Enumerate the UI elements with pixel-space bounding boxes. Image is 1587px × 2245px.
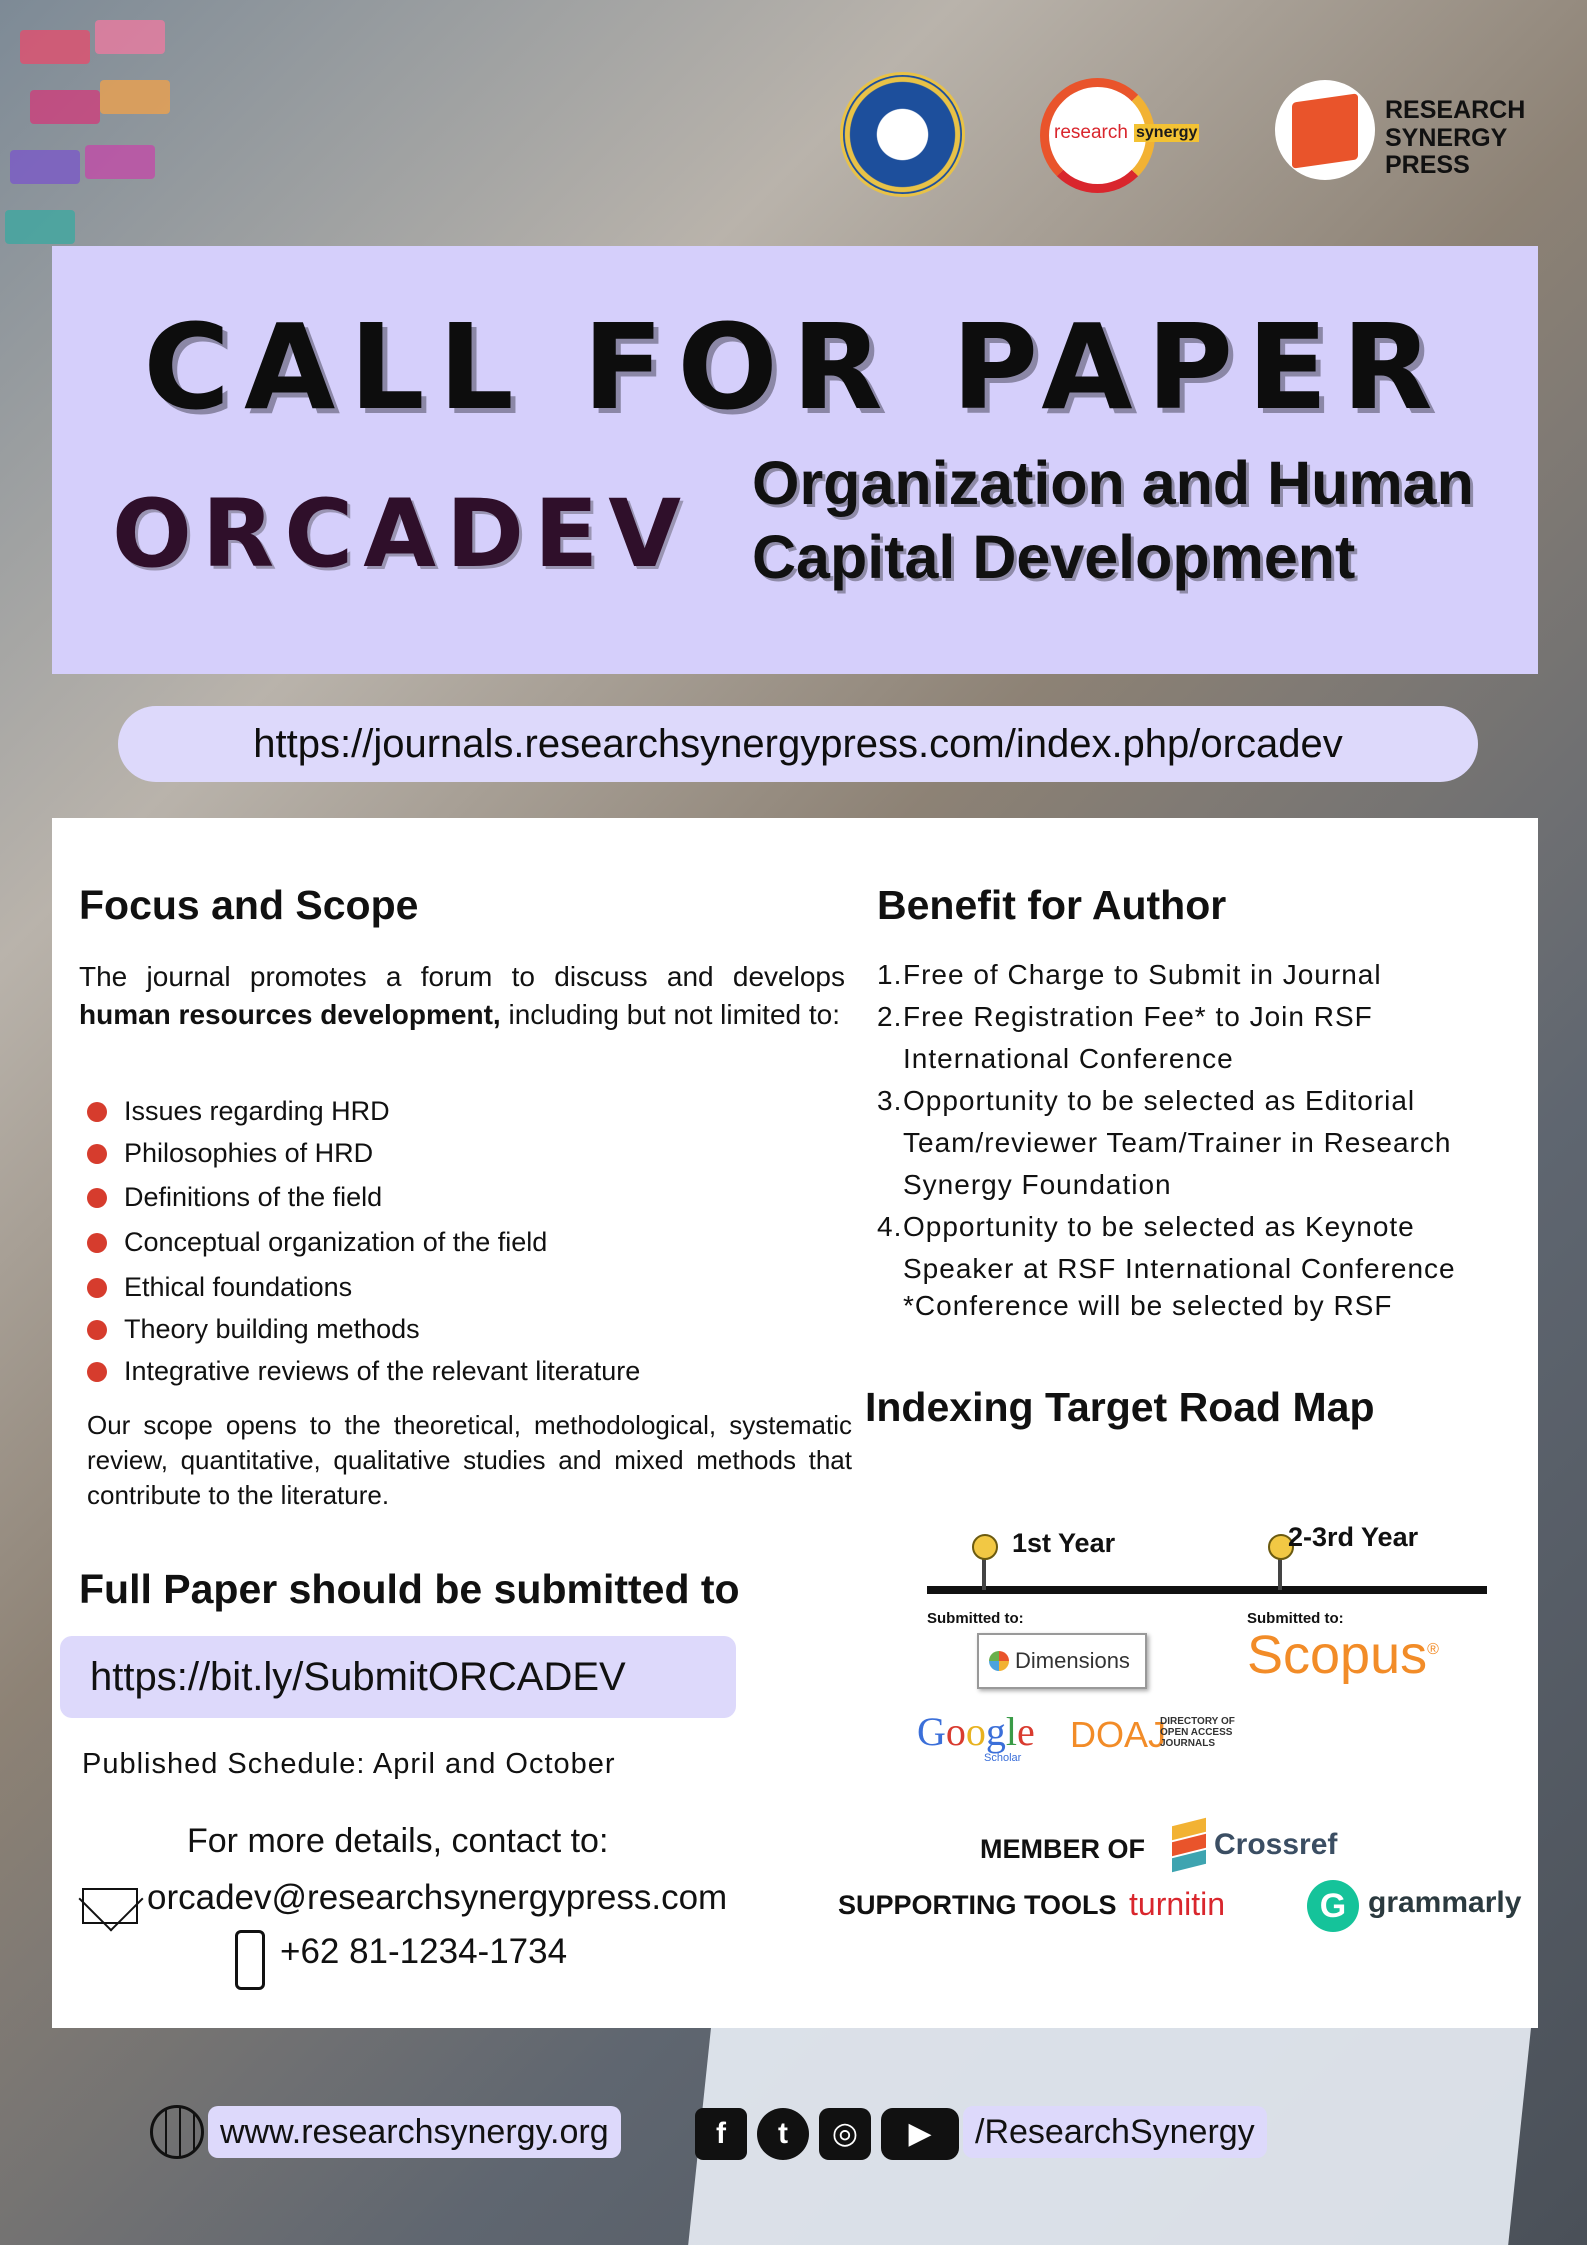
contact-heading: For more details, contact to: (187, 1822, 609, 1860)
page-title: CALL FOR PAPER (143, 298, 1447, 436)
grammarly-icon: G (1307, 1880, 1359, 1932)
registered-mark: ® (1427, 1641, 1439, 1658)
list-item-label: Free of Charge to Submit in Journal (903, 959, 1382, 990)
submit-link[interactable]: https://bit.ly/SubmitORCADEV (60, 1636, 736, 1718)
crossref-icon (1172, 1822, 1206, 1870)
focus-intro-pre: The journal promotes a forum to discuss and develops (79, 961, 845, 992)
logo-text-synergy: synergy (1136, 124, 1198, 141)
list-item-label: Conceptual organization of the field (124, 1227, 548, 1257)
globe-icon (150, 2105, 204, 2159)
bullet-icon (87, 1320, 107, 1340)
university-seal-icon (840, 72, 965, 197)
bullet-icon (87, 1188, 107, 1208)
focus-intro (79, 958, 845, 1034)
google-letter: G (917, 1709, 946, 1754)
list-item (877, 996, 1517, 1080)
list-item (877, 1080, 1517, 1206)
focus-intro-post: including but not limited to: (500, 998, 840, 1030)
list-item-label: Integrative reviews of the relevant literature (124, 1356, 641, 1386)
bullet-icon (87, 1362, 107, 1382)
rsp-line2: SYNERGY (1385, 123, 1508, 152)
google-letter: l (1005, 1709, 1018, 1754)
google-letter: e (1017, 1709, 1035, 1754)
bullet-icon (87, 1102, 107, 1122)
mail-icon (82, 1888, 138, 1924)
journal-url-link[interactable]: https://journals.researchsynergypress.com/index.php/orcadev (118, 706, 1478, 782)
member-of-label: MEMBER OF (980, 1834, 1145, 1864)
logo-text-research: research (1054, 122, 1128, 143)
doaj-subtitle (1160, 1716, 1235, 1749)
pin-stem (1278, 1556, 1282, 1590)
list-item (877, 954, 1517, 996)
list-number: 1. (877, 959, 903, 990)
doaj-logo: DOAJ (1070, 1714, 1167, 1755)
submission-heading: Full Paper should be submitted to (79, 1566, 740, 1612)
bullet-icon (87, 1278, 107, 1298)
subtitle-line1: Organization and Human (752, 449, 1474, 517)
swatch (95, 20, 165, 54)
bullet-icon (87, 1144, 107, 1164)
doaj-sub-line: JOURNALS (1160, 1738, 1216, 1749)
subtitle-line2: Capital Development (752, 523, 1356, 592)
focus-heading: Focus and Scope (79, 882, 419, 928)
list-item-label: Opportunity to be selected as Editorial Team/reviewer Team/Trainer in Research Synergy Foundation (903, 1085, 1452, 1200)
list-item (87, 1221, 640, 1263)
journal-subtitle (752, 446, 1474, 595)
list-item-label: Theory building methods (124, 1314, 420, 1344)
benefit-heading: Benefit for Author (877, 882, 1227, 928)
twitter-icon[interactable]: t (757, 2108, 809, 2160)
google-letter: g (985, 1709, 1006, 1754)
youtube-icon[interactable]: ▶ (881, 2108, 959, 2160)
benefit-list (877, 954, 1517, 1290)
doaj-sub-line: DIRECTORY OF (1160, 1716, 1235, 1727)
conference-note: *Conference will be selected by RSF (903, 1290, 1393, 1321)
instagram-icon[interactable]: ◎ (819, 2108, 871, 2160)
journal-acronym: ORCADEV (112, 480, 692, 589)
content-card (52, 818, 1538, 2028)
crossref-logo: Crossref (1214, 1828, 1338, 1861)
roadmap-year2: 2-3rd Year (1288, 1522, 1419, 1552)
published-schedule: Published Schedule: April and October (82, 1748, 616, 1780)
list-item (87, 1266, 640, 1308)
list-item (87, 1308, 640, 1350)
roadmap-year1: 1st Year (1012, 1528, 1116, 1558)
list-number: 2. (877, 1001, 903, 1032)
rsp-line3: PRESS (1385, 151, 1470, 179)
scopus-label: Scopus (1247, 1625, 1428, 1685)
facebook-icon[interactable]: f (695, 2108, 747, 2160)
google-letter: o (965, 1709, 986, 1754)
list-number: 3. (877, 1085, 903, 1116)
book-icon (1292, 93, 1358, 168)
doaj-sub-line: OPEN ACCESS (1160, 1727, 1233, 1738)
google-scholar-logo (917, 1708, 1035, 1755)
bullet-icon (87, 1233, 107, 1253)
list-item-label: Issues regarding HRD (124, 1096, 390, 1126)
focus-intro-bold: human resources development, (79, 998, 501, 1030)
list-item-label: Definitions of the field (124, 1182, 383, 1212)
contact-phone[interactable]: +62 81-1234-1734 (280, 1932, 568, 1971)
submitted-label-1: Submitted to: (927, 1610, 1024, 1627)
google-letter: o (945, 1709, 966, 1754)
list-item-label: Opportunity to be selected as Keynote Speaker at RSF International Conference (903, 1211, 1456, 1284)
list-item (87, 1176, 640, 1218)
list-number: 4. (877, 1211, 903, 1242)
swatch (5, 210, 75, 244)
scope-list (87, 1090, 640, 1392)
research-synergy-logo (1040, 78, 1198, 193)
roadmap-heading: Indexing Target Road Map (865, 1384, 1375, 1430)
submitted-label-2: Submitted to: (1247, 1610, 1344, 1627)
dimensions-logo (977, 1633, 1147, 1689)
swatch (85, 145, 155, 179)
list-item-label: Ethical foundations (124, 1272, 353, 1302)
roadmap-timeline (927, 1586, 1487, 1594)
social-handle[interactable]: /ResearchSynergy (963, 2106, 1267, 2158)
swatch (20, 30, 90, 64)
website-link[interactable]: www.researchsynergy.org (208, 2106, 621, 2158)
list-item (877, 1206, 1517, 1290)
rsp-line1: RESEARCH (1385, 96, 1526, 124)
pushpin-icon (972, 1534, 998, 1560)
phone-icon (235, 1930, 265, 1990)
swatch (10, 150, 80, 184)
list-item-label: Philosophies of HRD (124, 1138, 374, 1168)
dimensions-label: Dimensions (1015, 1648, 1130, 1673)
swatch (30, 90, 100, 124)
swatch (100, 80, 170, 114)
header-panel (52, 246, 1538, 674)
google-scholar-sub: Scholar (984, 1752, 1022, 1764)
list-item (87, 1090, 640, 1132)
list-item (87, 1350, 640, 1392)
dimensions-icon (989, 1651, 1009, 1671)
pin-stem (982, 1556, 986, 1590)
rsp-logo-text (1385, 97, 1525, 180)
turnitin-logo: turnitin (1129, 1886, 1226, 1922)
list-item (87, 1132, 640, 1174)
scope-text: Our scope opens to the theoretical, methodological, systematic review, quantitative, qualitative studies and mixed methods that contribute to the literature. (87, 1410, 852, 1511)
supporting-tools-label: SUPPORTING TOOLS (838, 1890, 1117, 1920)
scopus-logo (1247, 1624, 1439, 1686)
grammarly-logo: grammarly (1368, 1886, 1522, 1919)
list-item-label: Free Registration Fee* to Join RSF International Conference (903, 1001, 1373, 1074)
contact-email[interactable]: orcadev@researchsynergypress.com (147, 1878, 728, 1917)
